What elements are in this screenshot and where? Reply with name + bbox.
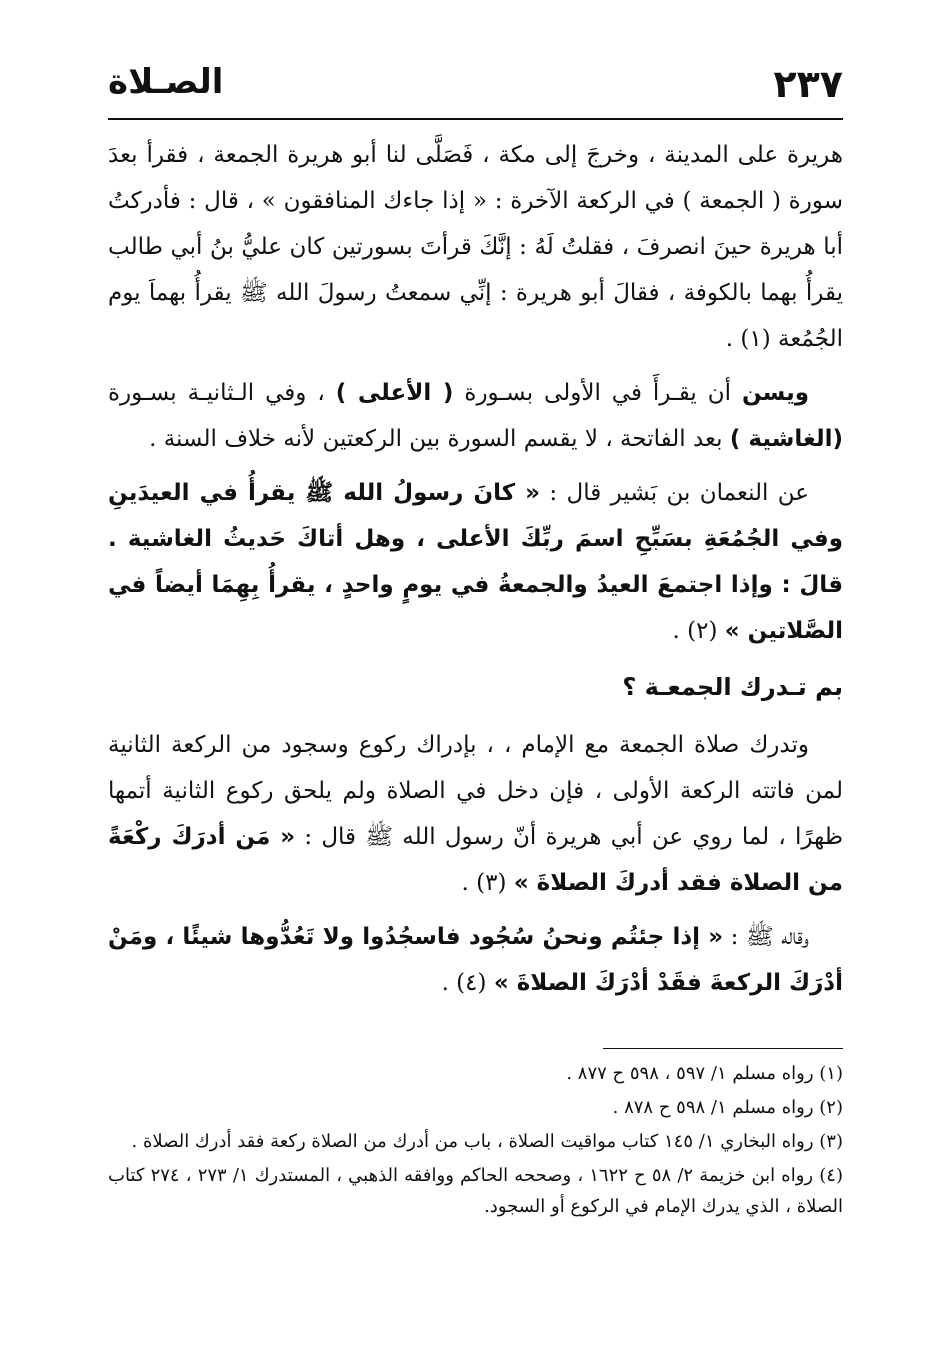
footnote-1: (١) رواه مسلم ١/ ٥٩٧ ، ٥٩٨ ح ٨٧٧ . <box>566 1063 843 1084</box>
page-number: ٢٣٧ <box>773 62 843 106</box>
paragraph-2-text-a: أن يقـرأَ في الأولى بسـورة <box>453 380 742 406</box>
paragraph-3-text-a: عن النعمان بن بَشير قال : <box>540 480 809 506</box>
paragraph-3-hadith: « كانَ رسولُ الله ﷺ يقرأُ في العيدَينِ وفي الجُمُعَةِ بسَبِّحِ اسمَ ربِّكَ الأعلى ، وهل أتاكَ حَديثُ الغاشية . قالَ : وإذا اجتمعَ العيدُ والجمعةُ في يومٍ واحدٍ ، يقرأُ بِهِمَا أيضاً في الصَّلاتين » <box>108 480 843 644</box>
paragraph-1 <box>108 132 843 362</box>
running-title: الصـلاة <box>108 62 224 102</box>
section-heading: بم تـدرك الجمعـة ؟ <box>622 673 843 701</box>
paragraph-2-surah-ala: ( الأعلى ) <box>335 380 454 406</box>
footnote-3: (٣) رواه البخاري ١/ ١٤٥ كتاب مواقيت الصلاة ، باب من أدرك من الصلاة ركعة فقد أدرك الصلاة . <box>131 1131 843 1152</box>
main-text <box>108 132 843 1014</box>
paragraph-4-hadith: « مَن أدرَكَ ركْعَةً من الصلاة فقد أدركَ الصلاةَ » <box>108 824 843 896</box>
paragraph-4-text-b: (٣) . <box>461 870 514 896</box>
paragraph-5 <box>108 914 843 1006</box>
page-header <box>108 58 843 120</box>
paragraph-5-text-b: (٤) . <box>441 970 494 996</box>
footnote-2: (٢) رواه مسلم ١/ ٥٩٨ ح ٨٧٨ . <box>612 1097 843 1118</box>
paragraph-3-text-b: (٢) . <box>672 618 725 644</box>
footnote-divider <box>603 1048 843 1049</box>
paragraph-2 <box>108 370 843 462</box>
paragraph-2-text-c: بعد الفاتحة ، لا يقسم السورة بين الركعتين لأنه خلاف السنة . <box>149 426 730 452</box>
paragraph-5-hadith: « إذا جئتُم ونحنُ سُجُود فاسجُدُوا ولا تَعُدُّوها شيئًا ، ومَنْ أدْرَكَ الركعةَ فقَدْ أدْرَكَ الصلاةَ » <box>108 924 843 996</box>
paragraph-3 <box>108 470 843 654</box>
paragraph-2-surah-ghashiya: (الغاشية ) <box>729 426 843 452</box>
footnote-4: (٤) رواه ابن خزيمة ٢/ ٥٨ ح ١٦٢٢ ، وصححه الحاكم ووافقه الذهبي ، المستدرك ١/ ٢٧٣ ، ٢٧٤ كتاب الصلاة ، الذي يدرك الإمام في الركوع أو السجود. <box>108 1165 843 1217</box>
paragraph-4 <box>108 722 843 906</box>
footnotes <box>108 1058 843 1225</box>
paragraph-2-bold-lead: ويسن <box>741 380 810 406</box>
paragraph-4-text-a: وتدرك صلاة الجمعة مع الإمام ، ، بإدراك ركوع وسجود من الركعة الثانية لمن فاتته الركعة الأولى ، فإن دخل في الصلاة ولم يلحق ركوع الثانية أتمها ظهرًا ، لما روي عن أبي هريرة أنّ رسول الله ﷺ قال : <box>108 732 844 850</box>
paragraph-1-text: هريرة على المدينة ، وخرجَ إلى مكة ، فَصَلَّى لنا أبو هريرة الجمعة ، فقرأ بعدَ سورة ( الجمعة ) في الركعة الآخرة : « إذا جاءك المنافقون » ، قال : فأدركتُ أبا هريرة حينَ انصرفَ ، فقلتُ لَهُ : إنَّكَ قرأتَ بسورتين كان عليُّ بنُ أبي طالب يقرأُ بهما بالكوفة ، فقالَ أبو هريرة : إنِّي سمعتُ رسولَ الله ﷺ يقرأُ بهماَ يوم الجُمُعة (١) . <box>108 142 844 352</box>
paragraph-2-text-b: ، وفي الـثانيـة بسـورة <box>108 380 336 406</box>
paragraph-5-text-a: وقاله ﷺ : <box>723 924 809 950</box>
